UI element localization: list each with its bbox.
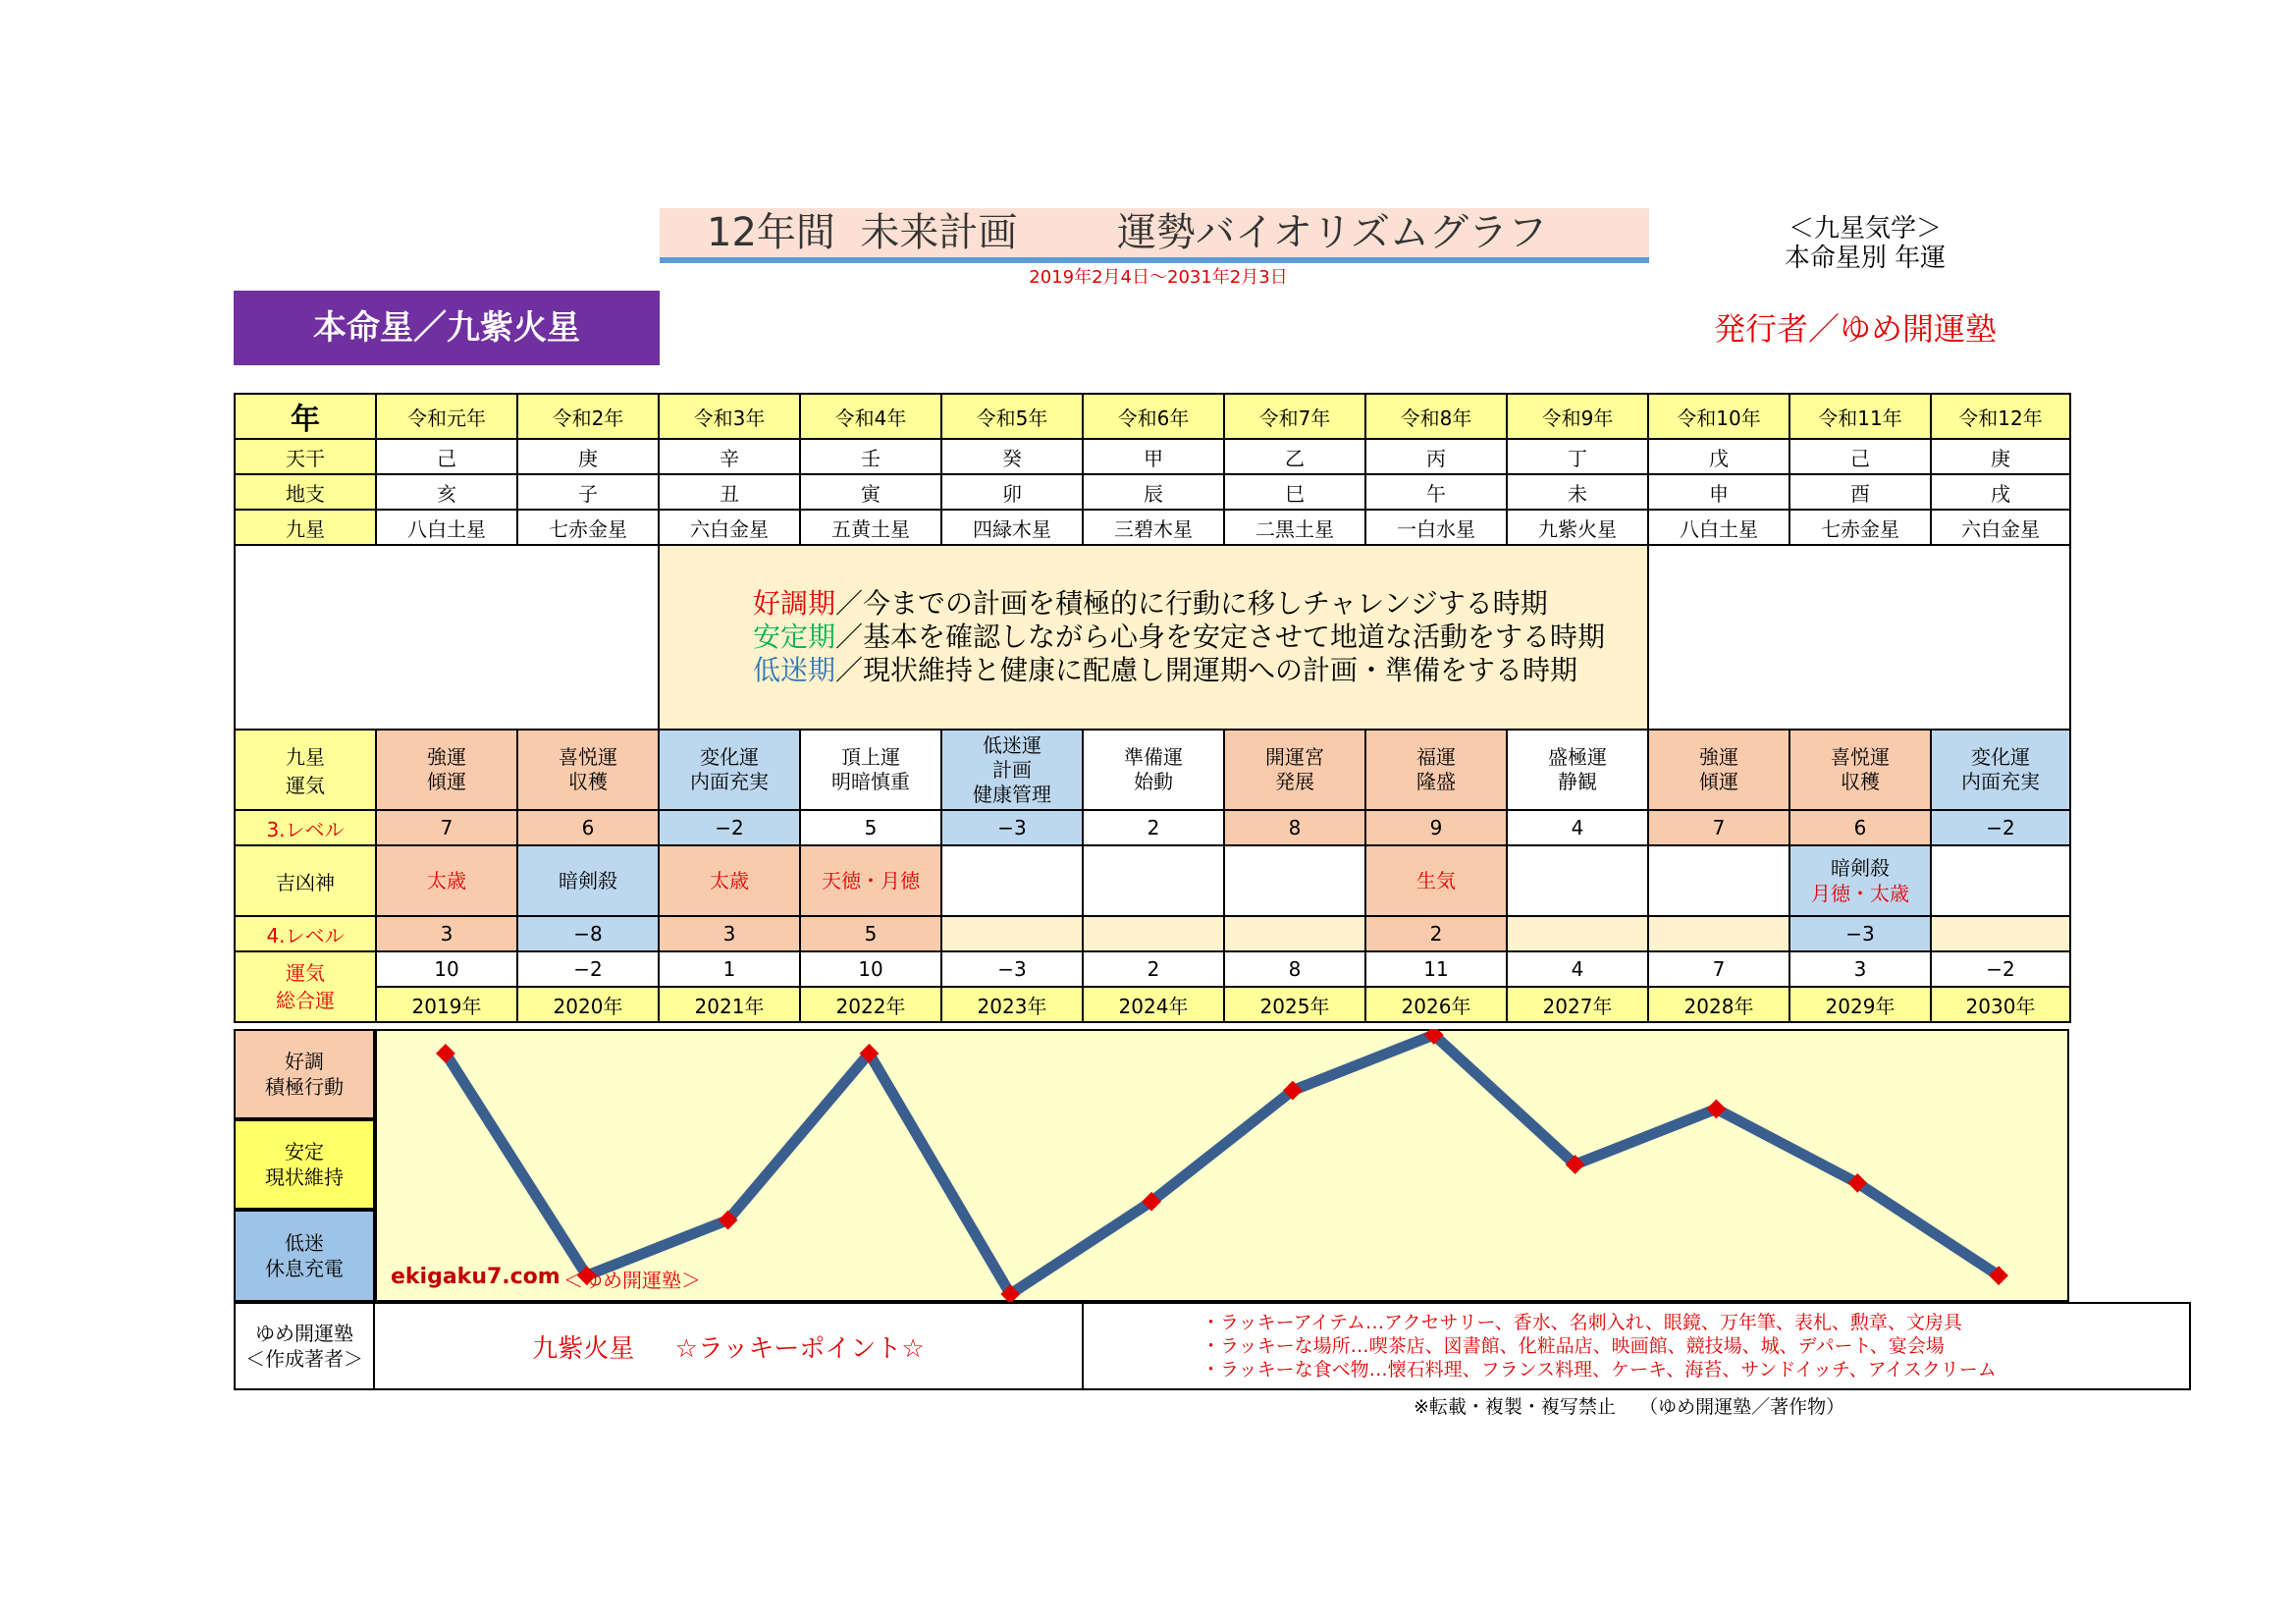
biorhythm-chart-svg — [375, 1029, 2069, 1302]
band-good — [234, 1029, 375, 1119]
level4-cell: −8 — [517, 916, 659, 951]
legend-term: 低迷期 — [753, 654, 836, 686]
lucky-place: ・ラッキーな場所…喫茶店、図書館、化粧品店、映画館、競技場、城、デパート、宴会場 — [1201, 1335, 1945, 1357]
unki-line: 変化運 — [1971, 745, 2030, 769]
row-label-line: 運気 — [286, 961, 325, 985]
watermark-name: ＜ゆめ開運塾＞ — [563, 1269, 701, 1292]
chishi-cell: 丑 — [659, 474, 800, 510]
year-cell: 令和12年 — [1931, 394, 2070, 439]
unki-line: 傾運 — [427, 770, 466, 793]
year-label-cell: 2020年 — [517, 987, 659, 1022]
year-cell: 令和5年 — [941, 394, 1083, 439]
publisher-label: 発行者／ゆめ開運塾 — [1713, 310, 1997, 348]
unki-line: 内面充実 — [690, 770, 769, 793]
year-cell: 令和6年 — [1083, 394, 1224, 439]
kyusei-cell: 六白金星 — [1931, 510, 2070, 545]
level3-cell: 7 — [1648, 810, 1789, 845]
year-label-cell: 2030年 — [1931, 987, 2070, 1022]
kyusei-cell: 五黄土星 — [800, 510, 941, 545]
chishi-cell: 未 — [1507, 474, 1648, 510]
year-cell: 令和7年 — [1224, 394, 1365, 439]
year-label-cell: 2021年 — [659, 987, 800, 1022]
level4-cell: 3 — [659, 916, 800, 951]
row-label: 天干 — [235, 439, 376, 474]
row-label: 4.レベル — [235, 916, 376, 951]
unki-line: 収穫 — [1841, 770, 1880, 793]
kyusei-label-line2: 本命星別 年運 — [1784, 244, 1947, 273]
level3-cell: 7 — [376, 810, 517, 845]
tenkan-cell: 己 — [1789, 439, 1931, 474]
row-label — [235, 730, 376, 810]
year-label-cell: 2025年 — [1224, 987, 1365, 1022]
level4-cell — [1083, 916, 1224, 951]
kyusei-cell: 六白金星 — [659, 510, 800, 545]
kikkyo-cell — [1365, 845, 1507, 916]
level3-cell: −2 — [1931, 810, 2070, 845]
unki-line: 喜悦運 — [1831, 745, 1890, 769]
unki-cell — [1931, 730, 2070, 810]
lucky-item: ・ラッキーアイテム…アクセサリー、香水、名刺入れ、眼鏡、万年筆、表札、勲章、文房具 — [1201, 1312, 1962, 1333]
row-label-line: 九星 — [286, 745, 325, 769]
unki-line: 静観 — [1558, 770, 1597, 793]
sogo-cell: 11 — [1365, 951, 1507, 987]
level4-cell: 5 — [800, 916, 941, 951]
kyusei-cell: 一白水星 — [1365, 510, 1507, 545]
band-low-label1: 低迷 — [285, 1231, 324, 1255]
year-label-cell: 2019年 — [376, 987, 517, 1022]
year-label-cell: 2029年 — [1789, 987, 1931, 1022]
tenkan-cell: 辛 — [659, 439, 800, 474]
sogo-cell: 3 — [1789, 951, 1931, 987]
kyusei-cell: 八白土星 — [376, 510, 517, 545]
tenkan-cell: 丙 — [1365, 439, 1507, 474]
legend-line — [660, 587, 1647, 621]
sogo-cell: 8 — [1224, 951, 1365, 987]
sogo-cell: −2 — [517, 951, 659, 987]
unki-cell — [1789, 730, 1931, 810]
sogo-cell: 10 — [376, 951, 517, 987]
kikkyo-cell — [517, 845, 659, 916]
kikkyo-cell — [1507, 845, 1648, 916]
kyusei-cell: 三碧木星 — [1083, 510, 1224, 545]
kyusei-row — [235, 510, 2070, 545]
sogo-row — [235, 951, 2070, 987]
year-label-cell: 2027年 — [1507, 987, 1648, 1022]
tenkan-cell: 甲 — [1083, 439, 1224, 474]
date-range: 2019年2月4日～2031年2月3日 — [1029, 267, 1288, 288]
year-label-cell: 2028年 — [1648, 987, 1789, 1022]
unki-line: 傾運 — [1699, 770, 1738, 793]
level4-cell: −3 — [1789, 916, 1931, 951]
row-label: 九星 — [235, 510, 376, 545]
kikkyo-cell — [376, 845, 517, 916]
footer-author-cell — [235, 1303, 374, 1389]
level3-cell: 4 — [1507, 810, 1648, 845]
kikkyo-cell — [659, 845, 800, 916]
row-label: 年 — [235, 394, 376, 439]
level4-cell — [941, 916, 1083, 951]
unki-line: 始動 — [1134, 770, 1173, 793]
sogo-cell: 1 — [659, 951, 800, 987]
row-label: 吉凶神 — [235, 845, 376, 916]
kyusei-label-line1: ＜九星気学＞ — [1788, 214, 1942, 244]
unki-cell — [376, 730, 517, 810]
tenkan-cell: 丁 — [1507, 439, 1648, 474]
sogo-cell: 4 — [1507, 951, 1648, 987]
band-good-label2: 積極行動 — [265, 1075, 344, 1099]
year-cell: 令和8年 — [1365, 394, 1507, 439]
year-cell: 令和9年 — [1507, 394, 1648, 439]
lucky-food: ・ラッキーな食べ物…懐石料理、フランス料理、ケーキ、海苔、サンドイッチ、アイスクリーム — [1201, 1359, 1997, 1380]
band-low — [234, 1210, 375, 1302]
unki-cell — [1083, 730, 1224, 810]
legend-term: 好調期 — [753, 587, 836, 620]
tenkan-cell: 庚 — [517, 439, 659, 474]
unki-cell — [1365, 730, 1507, 810]
fortune-grid — [234, 393, 2071, 1023]
band-stable — [234, 1119, 375, 1210]
year-cell: 令和11年 — [1789, 394, 1931, 439]
unki-row — [235, 730, 2070, 810]
tenkan-cell: 己 — [376, 439, 517, 474]
legend-line — [660, 621, 1647, 654]
unki-cell — [1224, 730, 1365, 810]
level4-row — [235, 916, 2070, 951]
unki-line: 福運 — [1416, 745, 1456, 769]
kyusei-cell: 七赤金星 — [517, 510, 659, 545]
chishi-cell: 辰 — [1083, 474, 1224, 510]
legend-term: 安定期 — [753, 621, 836, 653]
unki-line: 頂上運 — [841, 745, 900, 769]
level3-cell: 9 — [1365, 810, 1507, 845]
biorhythm-chart — [375, 1029, 2069, 1302]
kyusei-cell: 九紫火星 — [1507, 510, 1648, 545]
tenkan-cell: 庚 — [1931, 439, 2070, 474]
kikkyo-god: 太歳 — [710, 869, 749, 893]
legend-desc: ／基本を確認しながら心身を安定させて地道な活動をする時期 — [835, 621, 1606, 653]
level3-row — [235, 810, 2070, 845]
kikkyo-cell — [1931, 845, 2070, 916]
chishi-cell: 寅 — [800, 474, 941, 510]
footer-table — [234, 1302, 2191, 1390]
row-label-line: 運気 — [286, 774, 325, 797]
copyright-notice: ※転載・複製・複写禁止 （ゆめ開運塾／著作物） — [1414, 1396, 1845, 1418]
chishi-cell: 午 — [1365, 474, 1507, 510]
unki-cell — [659, 730, 800, 810]
kikkyo-god: 月徳・太歳 — [1811, 882, 1909, 905]
fortune-table — [234, 393, 2071, 1023]
unki-cell — [1507, 730, 1648, 810]
kikkyo-god: 暗剣殺 — [559, 869, 617, 893]
honmei-star-box: 本命星／九紫火星 — [234, 291, 660, 365]
kikkyo-cell — [1224, 845, 1365, 916]
level3-cell: 8 — [1224, 810, 1365, 845]
kyusei-cell: 八白土星 — [1648, 510, 1789, 545]
unki-line: 明暗慎重 — [831, 770, 910, 793]
year-cell: 令和2年 — [517, 394, 659, 439]
unki-cell — [941, 730, 1083, 810]
year-label-row — [235, 987, 2070, 1022]
unki-line: 強運 — [1699, 745, 1738, 769]
row-label: 3.レベル — [235, 810, 376, 845]
kyusei-cell: 二黒土星 — [1224, 510, 1365, 545]
sogo-cell: 2 — [1083, 951, 1224, 987]
watermark-url: ekigaku7.com — [391, 1265, 561, 1289]
chishi-cell: 酉 — [1789, 474, 1931, 510]
footer-author-line1: ゆめ開運塾 — [255, 1322, 353, 1345]
kikkyo-cell — [1648, 845, 1789, 916]
level4-cell: 3 — [376, 916, 517, 951]
unki-line: 内面充実 — [1961, 770, 2040, 793]
row-label-line: 総合運 — [276, 989, 335, 1012]
level3-cell: −3 — [941, 810, 1083, 845]
legend-row — [235, 545, 2070, 730]
unki-line: 強運 — [427, 745, 466, 769]
sogo-cell: 7 — [1648, 951, 1789, 987]
kikkyo-god: 天徳・月徳 — [822, 869, 920, 893]
unki-line: 健康管理 — [973, 782, 1051, 806]
footer-lucky-list — [1083, 1303, 2190, 1389]
kikkyo-row — [235, 845, 2070, 916]
band-stable-label1: 安定 — [285, 1140, 324, 1164]
row-label: 地支 — [235, 474, 376, 510]
unki-line: 低迷運 — [983, 732, 1041, 757]
tenkan-cell: 乙 — [1224, 439, 1365, 474]
kyusei-label — [1747, 214, 1983, 273]
chishi-cell: 戌 — [1931, 474, 2070, 510]
year-label-cell: 2026年 — [1365, 987, 1507, 1022]
kikkyo-god: 暗剣殺 — [1831, 856, 1890, 880]
unki-line: 開運宮 — [1265, 745, 1324, 769]
kyusei-cell: 四緑木星 — [941, 510, 1083, 545]
unki-cell — [1648, 730, 1789, 810]
level3-cell: −2 — [659, 810, 800, 845]
unki-line: 準備運 — [1124, 745, 1183, 769]
level3-cell: 6 — [517, 810, 659, 845]
series-line — [446, 1035, 1999, 1294]
legend-box — [659, 545, 1648, 730]
level4-cell: 2 — [1365, 916, 1507, 951]
tenkan-cell: 壬 — [800, 439, 941, 474]
year-cell: 令和元年 — [376, 394, 517, 439]
legend-blank-left — [235, 545, 659, 730]
level3-cell: 6 — [1789, 810, 1931, 845]
legend-line — [660, 654, 1647, 687]
unki-line: 計画 — [992, 757, 1032, 782]
level4-cell — [1224, 916, 1365, 951]
legend-desc: ／現状維持と健康に配慮し開運期への計画・準備をする時期 — [835, 654, 1578, 686]
year-label-cell: 2023年 — [941, 987, 1083, 1022]
tenkan-row — [235, 439, 2070, 474]
year-cell: 令和4年 — [800, 394, 941, 439]
kikkyo-god: 太歳 — [427, 869, 466, 893]
unki-line: 収穫 — [568, 770, 608, 793]
footer-lucky-title: 九紫火星 ☆ラッキーポイント☆ — [374, 1303, 1083, 1389]
year-cell: 令和10年 — [1648, 394, 1789, 439]
year-label-cell: 2022年 — [800, 987, 941, 1022]
kikkyo-cell — [1083, 845, 1224, 916]
chishi-cell: 申 — [1648, 474, 1789, 510]
footer-author-line2: ＜作成著者＞ — [245, 1347, 363, 1371]
year-cell: 令和3年 — [659, 394, 800, 439]
row-label — [235, 951, 376, 1022]
band-good-label1: 好調 — [285, 1050, 324, 1073]
unki-line: 盛極運 — [1548, 745, 1607, 769]
level4-cell — [1931, 916, 2070, 951]
level3-cell: 5 — [800, 810, 941, 845]
chishi-cell: 亥 — [376, 474, 517, 510]
chishi-cell: 卯 — [941, 474, 1083, 510]
tenkan-cell: 戊 — [1648, 439, 1789, 474]
unki-line: 喜悦運 — [559, 745, 617, 769]
tenkan-cell: 癸 — [941, 439, 1083, 474]
chishi-cell: 子 — [517, 474, 659, 510]
sogo-cell: 10 — [800, 951, 941, 987]
kikkyo-cell — [941, 845, 1083, 916]
kikkyo-cell — [800, 845, 941, 916]
sogo-cell: −2 — [1931, 951, 2070, 987]
year-row — [235, 394, 2070, 439]
kikkyo-cell — [1789, 845, 1931, 916]
chishi-row — [235, 474, 2070, 510]
kikkyo-god: 生気 — [1416, 869, 1456, 893]
band-stable-label2: 現状維持 — [265, 1165, 344, 1189]
unki-cell — [800, 730, 941, 810]
level3-cell: 2 — [1083, 810, 1224, 845]
unki-cell — [517, 730, 659, 810]
unki-line: 隆盛 — [1416, 770, 1456, 793]
level4-cell — [1648, 916, 1789, 951]
level4-cell — [1507, 916, 1648, 951]
unki-line: 変化運 — [700, 745, 759, 769]
legend-blank-right — [1648, 545, 2070, 730]
chishi-cell: 巳 — [1224, 474, 1365, 510]
main-title: 12年間 未来計画 運勢バイオリズムグラフ — [707, 210, 1548, 255]
kyusei-cell: 七赤金星 — [1789, 510, 1931, 545]
band-low-label2: 休息充電 — [265, 1257, 344, 1280]
sogo-cell: −3 — [941, 951, 1083, 987]
legend-desc: ／今までの計画を積極的に行動に移しチャレンジする時期 — [835, 587, 1548, 620]
unki-line: 発展 — [1275, 770, 1314, 793]
year-label-cell: 2024年 — [1083, 987, 1224, 1022]
